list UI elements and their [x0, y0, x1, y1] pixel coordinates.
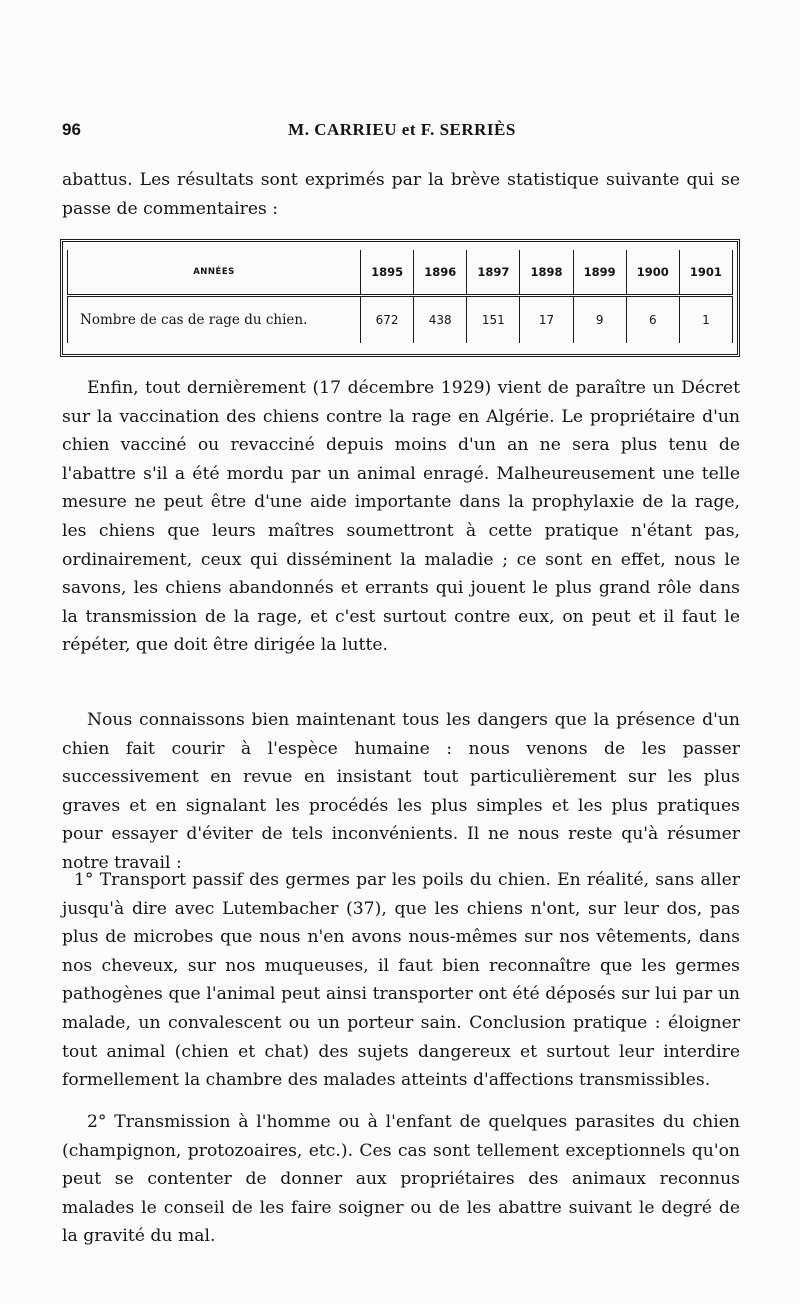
case-count-cell: 9	[573, 296, 626, 344]
year-header: 1897	[467, 250, 520, 296]
header-label-annees: ANNÉES	[68, 250, 361, 296]
paragraph-decree: Enfin, tout dernièrement (17 décembre 1929) vient de paraître un Décret sur la vaccination des chiens contre la rage en Algérie. Le propriétaire d'un chien vacciné ou revacciné depuis moins d'un an ne sera plus tenu de l'abattre s'il a été mordu par un animal enragé. Malheureusement une telle mesure ne peut être d'une aide importante dans la prophylaxie de la rage, les chiens que leurs maîtres soumettront à cette pratique n'étant pas, ordinairement, ceux qui disséminent la maladie ; ce sont en effet, nous le savons, les chiens abandonnés et errants qui jouent le plus grand rôle dans la transmission de la rage, et c'est surtout contre eux, on peut et il faut le répéter, que doit être dirigée la lutte.	[62, 378, 740, 656]
year-header: 1899	[573, 250, 626, 296]
year-header: 1896	[414, 250, 467, 296]
numbered-item-1: 1° Transport passif des germes par les poils du chien. En réalité, sans aller jusqu'à dire avec Lutembacher (37), que les chiens n'ont, sur leur dos, pas plus de microbes que nous n'en avons nous-mêmes sur nos vêtements, dans nos cheveux, sur nos muqueuses, il faut bien reconnaître que les germes pathogènes que l'animal peut ainsi transporter ont été déposés sur lui par un malade, un convalescent ou un porteur sain. Conclusion pratique : éloigner tout animal (chien et chat) des sujets dangereux et surtout leur interdire formellement la chambre des malades atteints d'affections transmissibles.	[62, 870, 740, 1091]
case-count-cell: 438	[414, 296, 467, 344]
rabies-statistics-table	[60, 239, 740, 357]
case-count-cell: 672	[361, 296, 414, 344]
numbered-item-2: 2° Transmission à l'homme ou à l'enfant de quelques parasites du chien (champignon, protozoaires, etc.). Ces cas sont tellement exceptionnels qu'on peut se contenter de donner aux propriétaires des animaux reconnus malades le conseil de les faire soigner ou de les abattre suivant le degré de la gravité du mal.	[62, 1112, 740, 1247]
case-count-cell: 6	[626, 296, 679, 344]
year-header: 1901	[679, 250, 732, 296]
case-count-cell: 17	[520, 296, 573, 344]
year-header: 1895	[361, 250, 414, 296]
year-header: 1898	[520, 250, 573, 296]
intro-paragraph: abattus. Les résultats sont exprimés par la brève statistique suivante qui se passe de commentaires :	[62, 170, 740, 219]
stats-grid	[67, 250, 733, 343]
page-header	[62, 120, 742, 146]
page-number: 96	[62, 120, 81, 139]
table-header-row	[68, 250, 733, 296]
case-count-cell: 1	[679, 296, 732, 344]
row-label: Nombre de cas de rage du chien.	[68, 296, 361, 344]
year-header: 1900	[626, 250, 679, 296]
running-title: M. CARRIEU et F. SERRIÈS	[288, 120, 516, 139]
paragraph-summary: Nous connaissons bien maintenant tous les dangers que la présence d'un chien fait courir à l'espèce humaine : nous venons de les passer successivement en revue en insistant tout particulièrement sur les plus graves et en signalant les procédés les plus simples et les plus pratiques pour essayer d'éviter de tels inconvénients. Il ne nous reste qu'à résumer notre travail :	[62, 710, 740, 873]
table-row	[68, 296, 733, 344]
case-count-cell: 151	[467, 296, 520, 344]
